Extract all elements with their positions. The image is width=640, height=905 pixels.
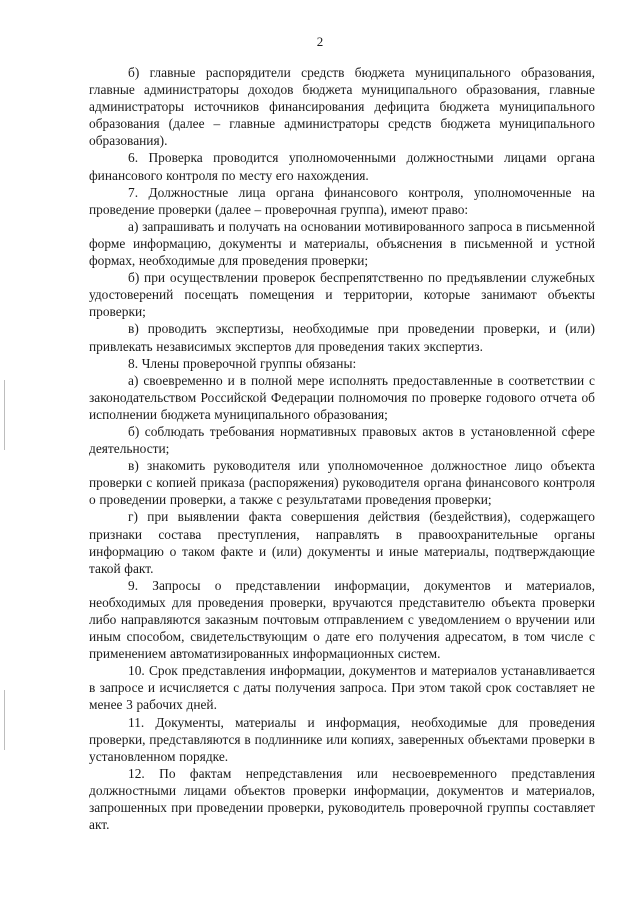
page-number: 2 [316, 34, 324, 49]
paragraph: 12. По фактам непредставления или несвоевременного представления должностными лицами объектов проверки информации, документов и материалов, запрошенных при проведении проверки, руководитель проверочной группы составляет акт. [89, 765, 595, 833]
paragraph: б) соблюдать требования нормативных правовых актов в установленной сфере деятельности; [89, 423, 595, 457]
paragraph: 9. Запросы о представлении информации, документов и материалов, необходимых для проведения проверки, вручаются представителю объекта проверки либо направляются заказным почтовым отправлением с уведомлением о вручении или иным способом, свидетельствующим о дате его получения адресатом, в том числе с применением автоматизированных информационных систем. [89, 577, 595, 662]
scan-edge-mark [4, 380, 5, 450]
paragraph: а) запрашивать и получать на основании мотивированного запроса в письменной форме информацию, документы и материалы, объяснения в письменной и устной формах, необходимые для проведения проверки; [89, 218, 595, 269]
paragraph: 11. Документы, материалы и информация, необходимые для проведения проверки, представляются в подлиннике или копиях, заверенных объектами проверки в установленном порядке. [89, 714, 595, 764]
paragraph: в) проводить экспертизы, необходимые при проведении проверки, и (или) привлекать независимых экспертов для проведения таких экспертиз. [89, 321, 595, 354]
paragraph: 6. Проверка проводится уполномоченными должностными лицами органа финансового контроля по месту его нахождения. [89, 150, 595, 183]
paragraph: 7. Должностные лица органа финансового контроля, уполномоченные на проведение проверки (далее – проверочная группа), имеют право: [89, 184, 595, 217]
paragraph: а) своевременно и в полной мере исполнять предоставленные в соответствии с законодательством Российской Федерации полномочия по проверке годового отчета об исполнении бюджета муниципального образования; [89, 372, 595, 422]
paragraph: б) главные распорядители средств бюджета муниципального образования, главные администраторы доходов бюджета муниципального образования, главные администраторы источников финансирования дефицита бюджета муниципального образования (далее – главные администраторы средств бюджета муниципального образования). [89, 65, 595, 149]
paragraph: г) при выявлении факта совершения действия (бездействия), содержащего признаки состава преступления, направлять в правоохранительные органы информацию о таком факте и (или) документы и иные материалы, подтверждающие такой факт. [89, 509, 595, 576]
document-body [89, 64, 595, 833]
paragraph: 10. Срок представления информации, документов и материалов устанавливается в запросе и исчисляется с даты получения запроса. При этом такой срок составляет не менее 3 рабочих дней. [89, 663, 595, 713]
paragraph: б) при осуществлении проверок беспрепятственно по предъявлении служебных удостоверений посещать помещения и территории, которые занимают объекты проверки; [89, 270, 595, 320]
paragraph: 8. Члены проверочной группы обязаны: [128, 355, 357, 371]
paragraph: в) знакомить руководителя или уполномоченное должностное лицо объекта проверки с копией приказа (распоряжения) руководителя органа финансового контроля о проведении проверки, а также с результатами проведения проверки; [89, 458, 595, 508]
scan-edge-mark [4, 690, 5, 750]
